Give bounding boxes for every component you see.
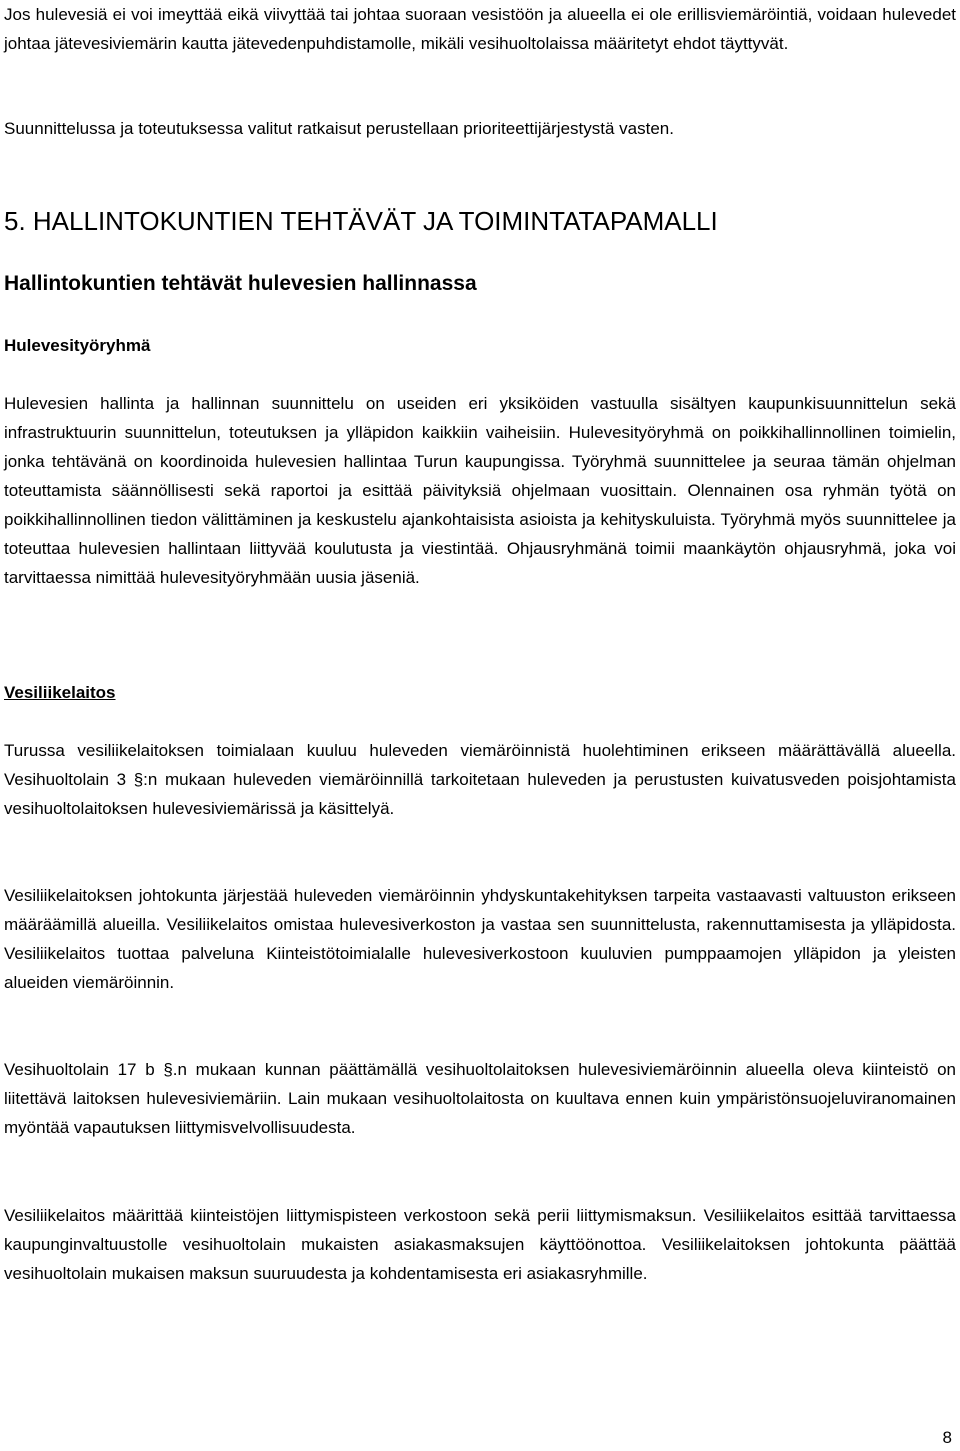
vesiliikelaitos-paragraph-2: Vesiliikelaitoksen johtokunta järjestää huleveden viemäröinnin yhdyskuntakehityksen tarpeita vastaavasti valtuuston erikseen määräämillä alueilla. Vesiliikelaitos omistaa hulevesiverkoston ja vastaa sen suunnittelusta, rakennuttamisesta ja ylläpidosta. Vesiliikelaitos tuottaa palveluna Kiinteistötoimialalle hulevesiverkostoon kuuluvien pumppaamojen ylläpidon ja yleisten alueiden viemäröinnin. [4,886,956,992]
vesiliikelaitos-paragraph-4: Vesiliikelaitos määrittää kiinteistöjen liittymispisteen verkostoon sekä perii liittymismaksun. Vesiliikelaitos esittää tarvittaessa kaupunginvaltuustolle vesihuoltolain mukaisten asiakasmaksujen käyttöönottoa. Vesiliikelaitoksen johtokunta päättää vesihuoltolain mukaisen maksun suuruudesta ja kohdentamisesta eri asiakasryhmille. [4,1206,956,1283]
vesiliikelaitos-heading: Vesiliikelaitos [4,683,116,702]
vesiliikelaitos-paragraph-3: Vesihuoltolain 17 b §.n mukaan kunnan päättämällä vesihuoltolaitoksen hulevesiviemäröinnin alueella oleva kiinteistö on liitettävä laitoksen hulevesiviemäriin. Lain mukaan vesihuoltolaitosta on kuultava ennen kuin ympäristönsuojeluviranomainen myöntää vapautuksen liittymisvelvollisuudesta. [4,1060,956,1137]
prioritization-paragraph: Suunnittelussa ja toteutuksessa valitut ratkaisut perustellaan prioriteettijärjestystä vasten. [4,119,674,138]
hulevesityoryhma-heading: Hulevesityöryhmä [4,336,151,355]
vesiliikelaitos-paragraph-1: Turussa vesiliikelaitoksen toimialaan kuuluu huleveden viemäröinnistä huolehtiminen erikseen määrättävällä alueella. Vesihuoltolain 3 §:n mukaan huleveden viemäröinnillä tarkoitetaan huleveden ja perustusten kuivatusveden poisjohtamista vesihuoltolaitoksen hulevesiviemärissä ja käsittelyä. [4,741,956,818]
chapter-title: 5. HALLINTOKUNTIEN TEHTÄVÄT JA TOIMINTATAPAMALLI [4,206,718,236]
hulevesityoryhma-paragraph: Hulevesien hallinta ja hallinnan suunnittelu on useiden eri yksiköiden vastuulla sisältyen kaupunkisuunnittelun sekä infrastruktuurin suunnittelun, toteutuksen ja ylläpidon kaikkiin vaiheisiin. Hulevesityöryhmä on poikkihallinnollinen toimielin, jonka tehtävänä on koordinoida hulevesien hallintaa Turun kaupungissa. Työryhmä suunnittelee ja seuraa tämän ohjelman toteuttamista säännöllisesti sekä raportoi ja esittää päivityksiä ohjelmaan vuosittain. Olennainen osa ryhmän työtä on poikkihallinnollinen tiedon välittäminen ja keskustelu ajankohtaisista asioista ja kehityskuluista. Työryhmä myös suunnittelee ja toteuttaa hulevesien hallintaan liittyvää koulutusta ja viestintää. Ohjausryhmänä toimii maankäytön ohjausryhmä, joka voi tarvittaessa nimittää hulevesityöryhmään uusia jäseniä. [4,394,956,587]
section-title: Hallintokuntien tehtävät hulevesien hallinnassa [4,272,477,295]
page-number: 8 [942,1428,952,1447]
intro-paragraph: Jos hulevesiä ei voi imeyttää eikä viivyttää tai johtaa suoraan vesistöön ja alueella ei ole erillisviemäröintiä, voidaan hulevedet johtaa jätevesiviemärin kautta jätevedenpuhdistamolle, mikäli vesihuoltolaissa määritetyt ehdot täyttyvät. [4,5,956,53]
